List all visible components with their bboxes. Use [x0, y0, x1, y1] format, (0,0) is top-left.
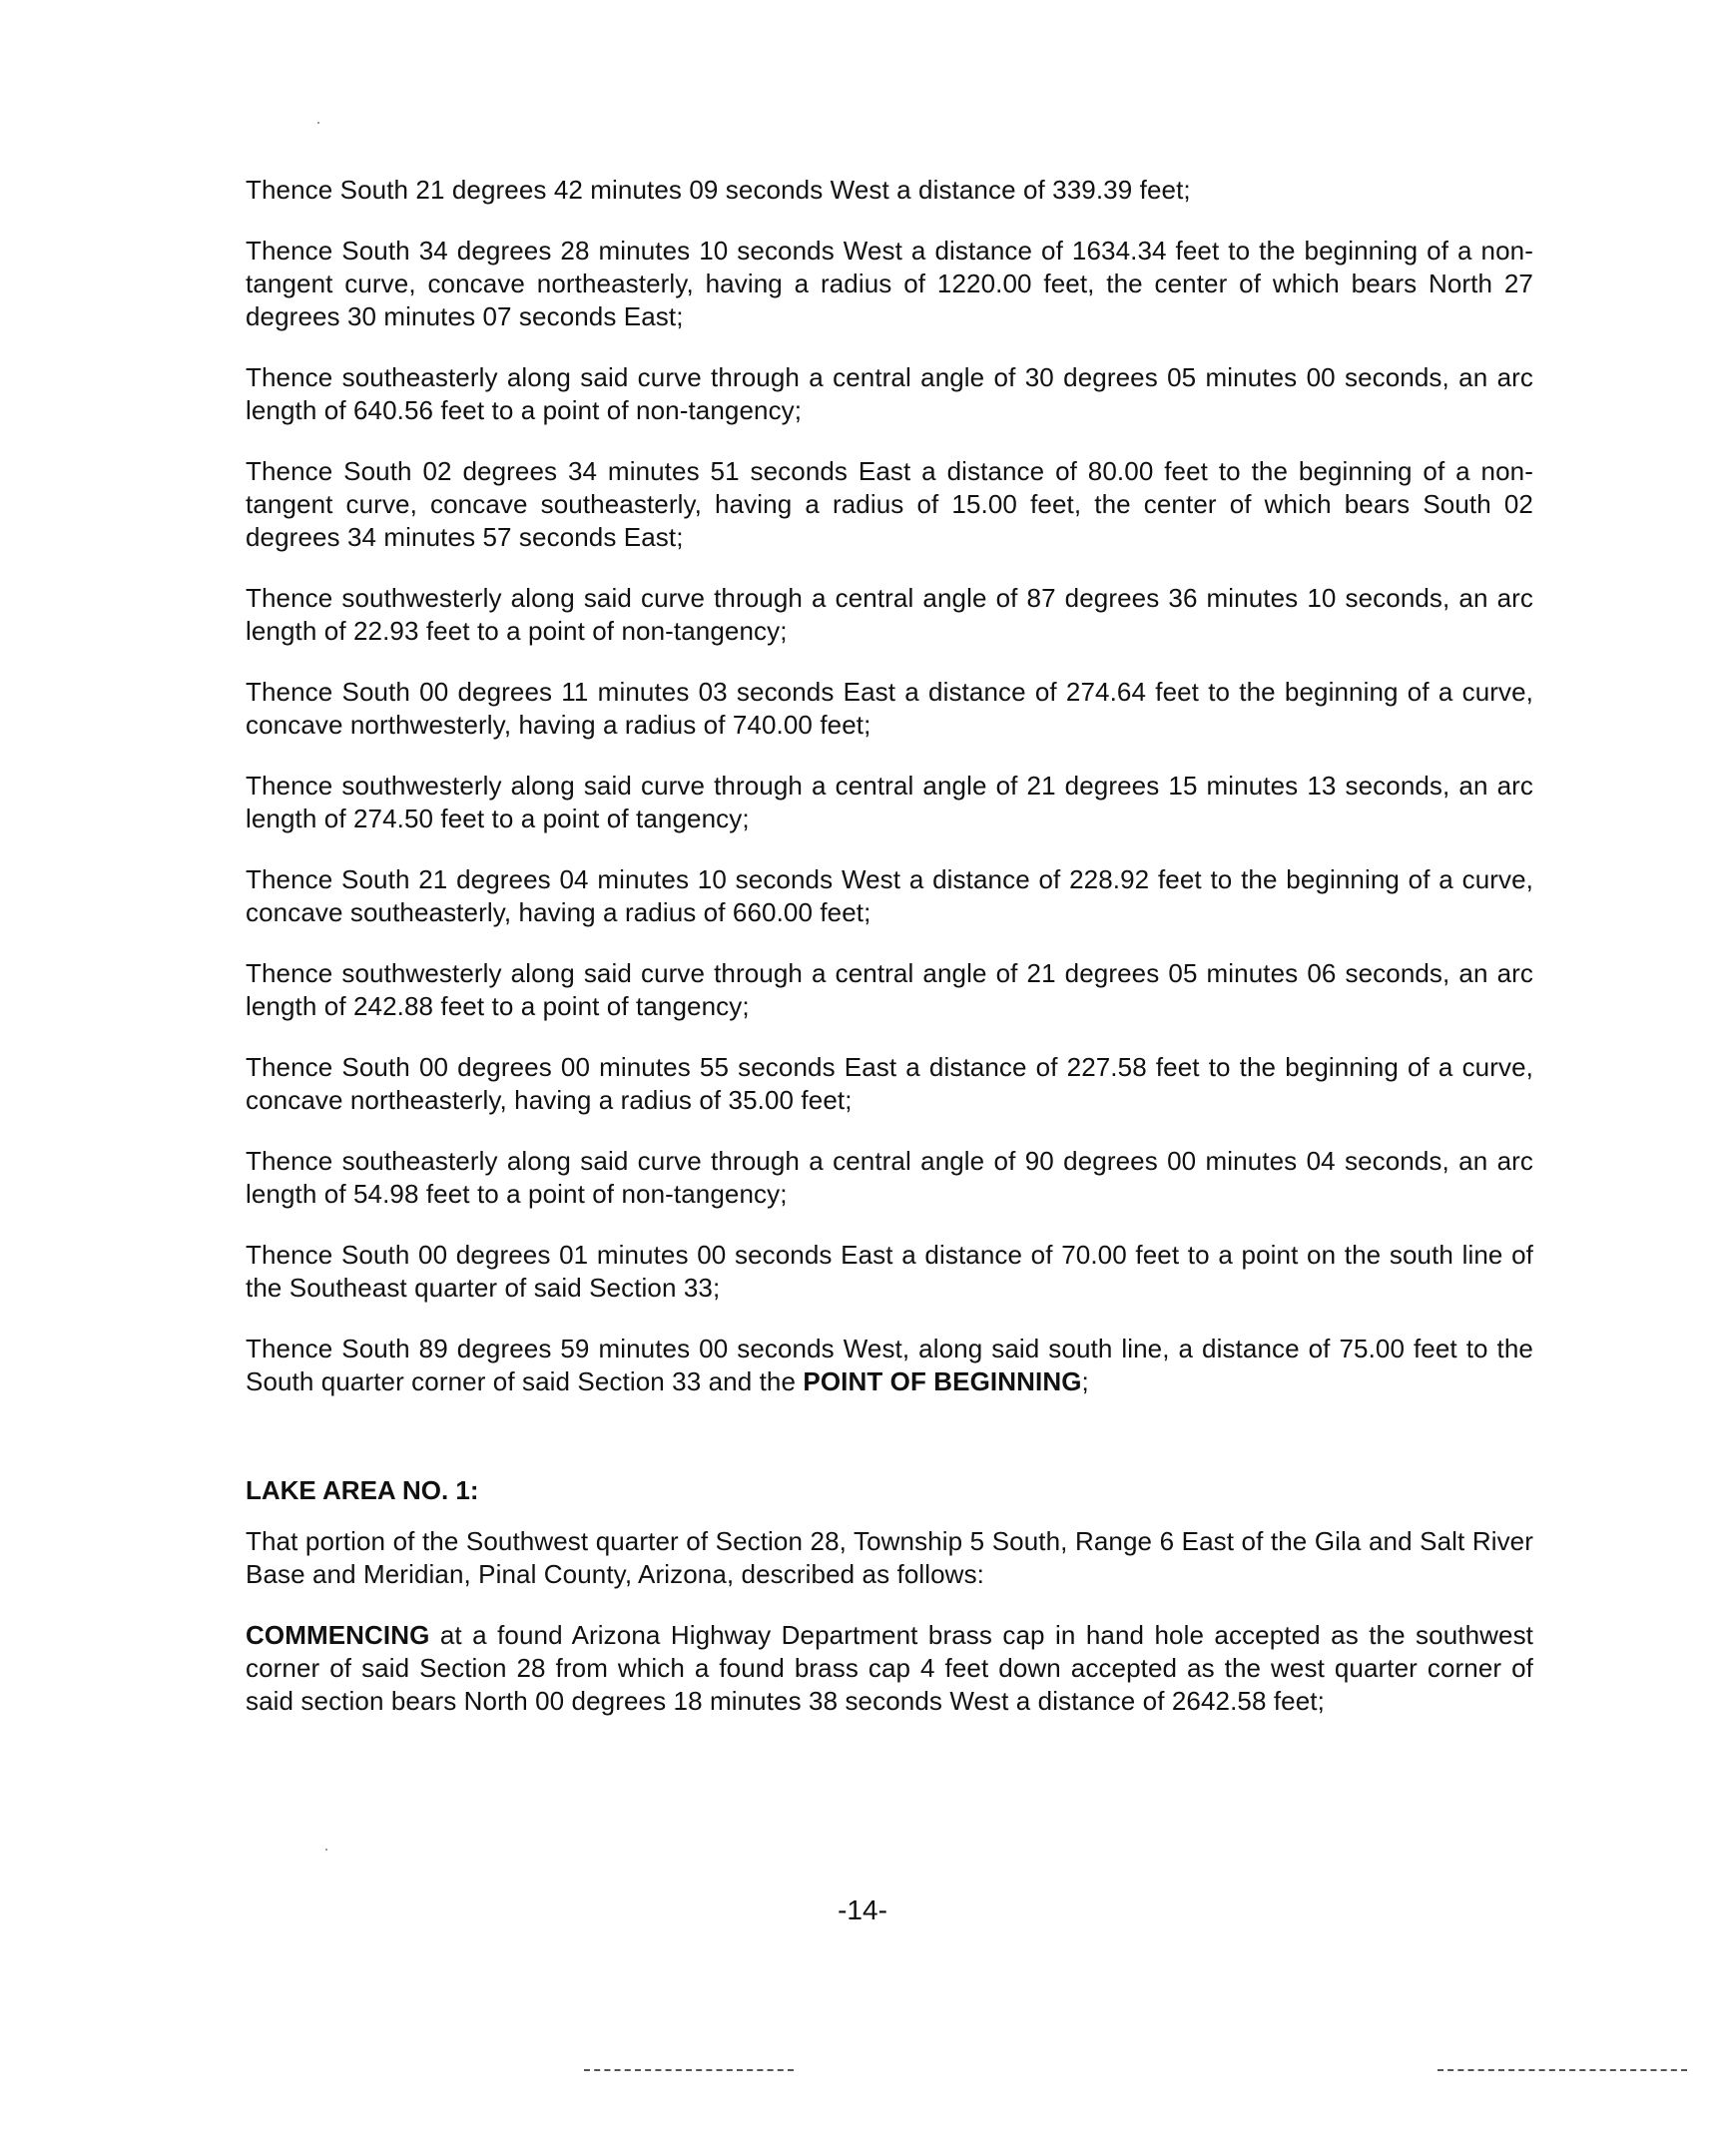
lake-area-intro: That portion of the Southwest quarter of Section 28, Township 5 South, Range 6 East of the Gila and Salt River Base and Meridian, Pinal County, Arizona, described as follows: [246, 1526, 1533, 1589]
paragraph-9: Thence southwesterly along said curve through a central angle of 21 degrees 05 minutes 06 seconds, an arc length of 242.88 feet to a point of tangency; [246, 958, 1533, 1021]
commencing-paragraph [246, 1619, 1533, 1718]
commencing-text: at a found Arizona Highway Department brass cap in hand hole accepted as the southwest corner of said Section 28 from which a found brass cap 4 feet down accepted as the west quarter corner of said section bears North 00 degrees 18 minutes 38 seconds West a distance of 2642.58 feet; [246, 1620, 1533, 1716]
scan-speck [325, 1849, 327, 1851]
paragraph-11: Thence southeasterly along said curve through a central angle of 90 degrees 00 minutes 04 seconds, an arc length of 54.98 feet to a point of non-tangency; [246, 1146, 1533, 1209]
document-body [246, 174, 1533, 1746]
paragraph-8: Thence South 21 degrees 04 minutes 10 seconds West a distance of 228.92 feet to the beginning of a curve, concave southeasterly, having a radius of 660.00 feet; [246, 864, 1533, 927]
paragraph-2: Thence South 34 degrees 28 minutes 10 seconds West a distance of 1634.34 feet to the beginning of a non-tangent curve, concave northeasterly, having a radius of 1220.00 feet, the center of which bears North 27 degrees 30 minutes 07 seconds East; [246, 236, 1533, 331]
scan-edge-artifact [584, 2069, 794, 2074]
lake-area-heading: LAKE AREA NO. 1: [246, 1475, 479, 1505]
pob-text-before: Thence South 89 degrees 59 minutes 00 seconds West, along said south line, a distance of 75.00 feet to the South quarter corner of said Section 33 and the [246, 1334, 1533, 1396]
paragraph-4: Thence South 02 degrees 34 minutes 51 seconds East a distance of 80.00 feet to the beginning of a non-tangent curve, concave southeasterly, having a radius of 15.00 feet, the center of which bears South 02 degrees 34 minutes 57 seconds East; [246, 456, 1533, 552]
point-of-beginning-paragraph [246, 1333, 1533, 1398]
pob-text-after: ; [1081, 1366, 1089, 1396]
paragraph-6: Thence South 00 degrees 11 minutes 03 seconds East a distance of 274.64 feet to the beginning of a curve, concave northwesterly, having a radius of 740.00 feet; [246, 677, 1533, 740]
scan-speck [317, 122, 319, 124]
page-number: -14- [838, 1894, 887, 1925]
point-of-beginning-label: POINT OF BEGINNING [803, 1366, 1082, 1396]
paragraph-5: Thence southwesterly along said curve through a central angle of 87 degrees 36 minutes 10 seconds, an arc length of 22.93 feet to a point of non-tangency; [246, 583, 1533, 646]
paragraph-10: Thence South 00 degrees 00 minutes 55 seconds East a distance of 227.58 feet to the beginning of a curve, concave northeasterly, having a radius of 35.00 feet; [246, 1052, 1533, 1115]
paragraph-7: Thence southwesterly along said curve through a central angle of 21 degrees 15 minutes 13 seconds, an arc length of 274.50 feet to a point of tangency; [246, 771, 1533, 833]
paragraph-3: Thence southeasterly along said curve through a central angle of 30 degrees 05 minutes 00 seconds, an arc length of 640.56 feet to a point of non-tangency; [246, 362, 1533, 425]
scan-edge-artifact [1438, 2069, 1687, 2074]
paragraph-12: Thence South 00 degrees 01 minutes 00 seconds East a distance of 70.00 feet to a point on the south line of the Southeast quarter of said Section 33; [246, 1240, 1533, 1303]
commencing-label: COMMENCING [246, 1620, 430, 1650]
paragraph-1: Thence South 21 degrees 42 minutes 09 seconds West a distance of 339.39 feet; [246, 175, 1191, 205]
